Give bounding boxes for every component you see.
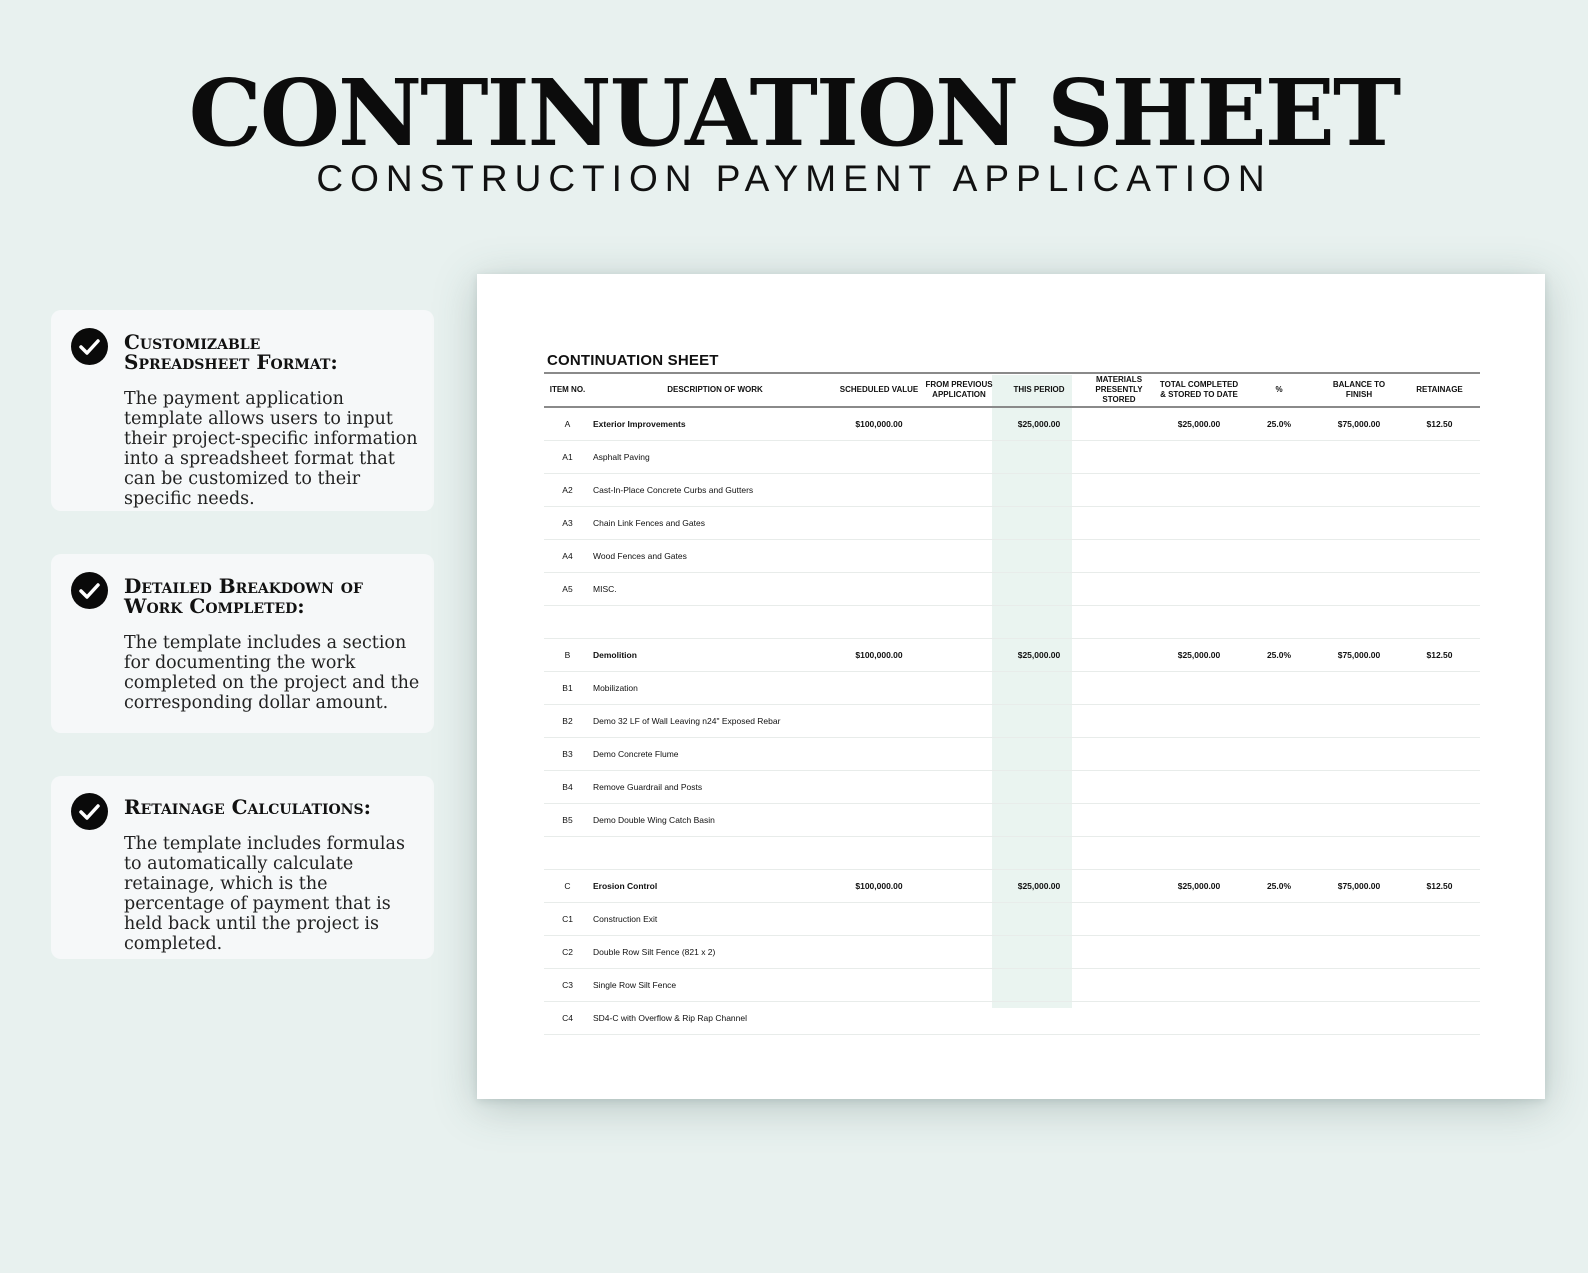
sheet-title: CONTINUATION SHEET bbox=[547, 352, 719, 369]
page-subtitle: CONSTRUCTION PAYMENT APPLICATION bbox=[316, 158, 1272, 199]
table-body bbox=[544, 408, 1480, 1035]
balance-to-finish-cell: $75,000.00 bbox=[1337, 419, 1381, 429]
item-no-cell: A2 bbox=[562, 485, 573, 495]
item-no-cell: C4 bbox=[562, 1013, 573, 1023]
item-no-cell: B5 bbox=[562, 815, 573, 825]
feature-card-customizable bbox=[51, 310, 434, 511]
description-cell: Demo 32 LF of Wall Leaving n24" Exposed Rebar bbox=[593, 716, 781, 726]
item-no-cell: C2 bbox=[562, 947, 573, 957]
balance-to-finish-cell: $75,000.00 bbox=[1337, 881, 1381, 891]
item-no-cell: A1 bbox=[562, 452, 573, 462]
description-cell: Demo Concrete Flume bbox=[593, 749, 679, 759]
feature-card-breakdown bbox=[51, 554, 434, 733]
col-retainage: RETAINAGE bbox=[1416, 385, 1463, 394]
description-cell: Chain Link Fences and Gates bbox=[593, 518, 705, 528]
check-circle-icon bbox=[71, 793, 108, 830]
feature-title: Detailed Breakdown of Work Completed: bbox=[124, 574, 363, 618]
table-row bbox=[544, 705, 1480, 738]
item-no-cell: B3 bbox=[562, 749, 573, 759]
scheduled-value-cell: $100,000.00 bbox=[855, 650, 903, 660]
table-row bbox=[544, 771, 1480, 804]
col-percent: % bbox=[1275, 385, 1283, 394]
percent-cell: 25.0% bbox=[1266, 419, 1292, 429]
table-row bbox=[544, 507, 1480, 540]
item-no-cell: C bbox=[564, 881, 571, 891]
description-cell: Asphalt Paving bbox=[593, 452, 650, 462]
scheduled-value-cell: $100,000.00 bbox=[855, 419, 903, 429]
this-period-cell: $25,000.00 bbox=[1017, 419, 1061, 429]
col-materials-stored: MATERIALS PRESENTLY STORED bbox=[1095, 375, 1143, 404]
table-row bbox=[544, 870, 1480, 903]
table-row bbox=[544, 969, 1480, 1002]
continuation-table bbox=[544, 372, 1480, 1035]
percent-cell: 25.0% bbox=[1266, 650, 1292, 660]
col-balance-to-finish: BALANCE TO FINISH bbox=[1332, 380, 1386, 399]
feature-card-retainage bbox=[51, 776, 434, 959]
item-no-cell: A4 bbox=[562, 551, 573, 561]
item-no-cell: B1 bbox=[562, 683, 573, 693]
description-cell: Wood Fences and Gates bbox=[593, 551, 687, 561]
description-cell: MISC. bbox=[593, 584, 617, 594]
table-header bbox=[544, 374, 1480, 408]
description-cell: Construction Exit bbox=[593, 914, 658, 924]
col-this-period: THIS PERIOD bbox=[1013, 385, 1065, 394]
this-period-cell: $25,000.00 bbox=[1017, 650, 1061, 660]
description-cell: Double Row Silt Fence (821 x 2) bbox=[593, 947, 716, 957]
table-row bbox=[544, 1002, 1480, 1035]
table-row bbox=[544, 606, 1480, 639]
scheduled-value-cell: $100,000.00 bbox=[855, 881, 903, 891]
col-scheduled-value: SCHEDULED VALUE bbox=[839, 385, 919, 394]
col-item-no: ITEM NO. bbox=[549, 385, 586, 394]
table-row bbox=[544, 936, 1480, 969]
table-row bbox=[544, 903, 1480, 936]
col-previous-application: FROM PREVIOUS APPLICATION bbox=[925, 380, 993, 399]
check-circle-icon bbox=[71, 572, 108, 609]
feature-title: Customizable Spreadsheet Format: bbox=[124, 330, 338, 374]
retainage-cell: $12.50 bbox=[1426, 419, 1453, 429]
feature-description: The template includes formulas to automatically calculate retainage, which is the percentage of payment that is held back until the project is completed. bbox=[124, 834, 405, 954]
page-title: CONTINUATION SHEET bbox=[188, 59, 1400, 167]
item-no-cell: B bbox=[564, 650, 571, 660]
table-row bbox=[544, 804, 1480, 837]
item-no-cell: B4 bbox=[562, 782, 573, 792]
total-completed-cell: $25,000.00 bbox=[1177, 881, 1221, 891]
feature-description: The template includes a section for documenting the work completed on the project and the corresponding dollar amount. bbox=[124, 633, 420, 713]
spreadsheet-preview bbox=[477, 274, 1545, 1099]
description-cell: Remove Guardrail and Posts bbox=[593, 782, 703, 792]
this-period-cell: $25,000.00 bbox=[1017, 881, 1061, 891]
table-row bbox=[544, 474, 1480, 507]
description-cell: SD4-C with Overflow & Rip Rap Channel bbox=[593, 1013, 748, 1023]
percent-cell: 25.0% bbox=[1266, 881, 1292, 891]
description-cell: Demo Double Wing Catch Basin bbox=[593, 815, 715, 825]
retainage-cell: $12.50 bbox=[1426, 650, 1453, 660]
table-row bbox=[544, 837, 1480, 870]
item-no-cell: A bbox=[564, 419, 571, 429]
item-no-cell: C1 bbox=[562, 914, 573, 924]
table-row bbox=[544, 639, 1480, 672]
check-circle-icon bbox=[71, 328, 108, 365]
total-completed-cell: $25,000.00 bbox=[1177, 419, 1221, 429]
item-no-cell: B2 bbox=[562, 716, 573, 726]
description-cell: Mobilization bbox=[593, 683, 638, 693]
table-row bbox=[544, 573, 1480, 606]
description-cell: Cast-In-Place Concrete Curbs and Gutters bbox=[593, 485, 754, 495]
table-row bbox=[544, 738, 1480, 771]
table-row bbox=[544, 441, 1480, 474]
balance-to-finish-cell: $75,000.00 bbox=[1337, 650, 1381, 660]
description-cell: Demolition bbox=[593, 650, 637, 660]
item-no-cell: C3 bbox=[562, 980, 573, 990]
retainage-cell: $12.50 bbox=[1426, 881, 1453, 891]
table-row bbox=[544, 408, 1480, 441]
description-cell: Single Row Silt Fence bbox=[593, 980, 677, 990]
item-no-cell: A5 bbox=[562, 584, 573, 594]
feature-title: Retainage Calculations: bbox=[124, 795, 371, 819]
feature-description: The payment application template allows users to input their project-specific information into a spreadsheet format that can be customized to their specific needs. bbox=[124, 389, 418, 509]
col-description: DESCRIPTION OF WORK bbox=[667, 385, 763, 394]
description-cell: Exterior Improvements bbox=[593, 419, 686, 429]
item-no-cell: A3 bbox=[562, 518, 573, 528]
table-row bbox=[544, 672, 1480, 705]
total-completed-cell: $25,000.00 bbox=[1177, 650, 1221, 660]
table-row bbox=[544, 540, 1480, 573]
col-total-completed: TOTAL COMPLETED & STORED TO DATE bbox=[1159, 380, 1239, 399]
description-cell: Erosion Control bbox=[593, 881, 658, 891]
